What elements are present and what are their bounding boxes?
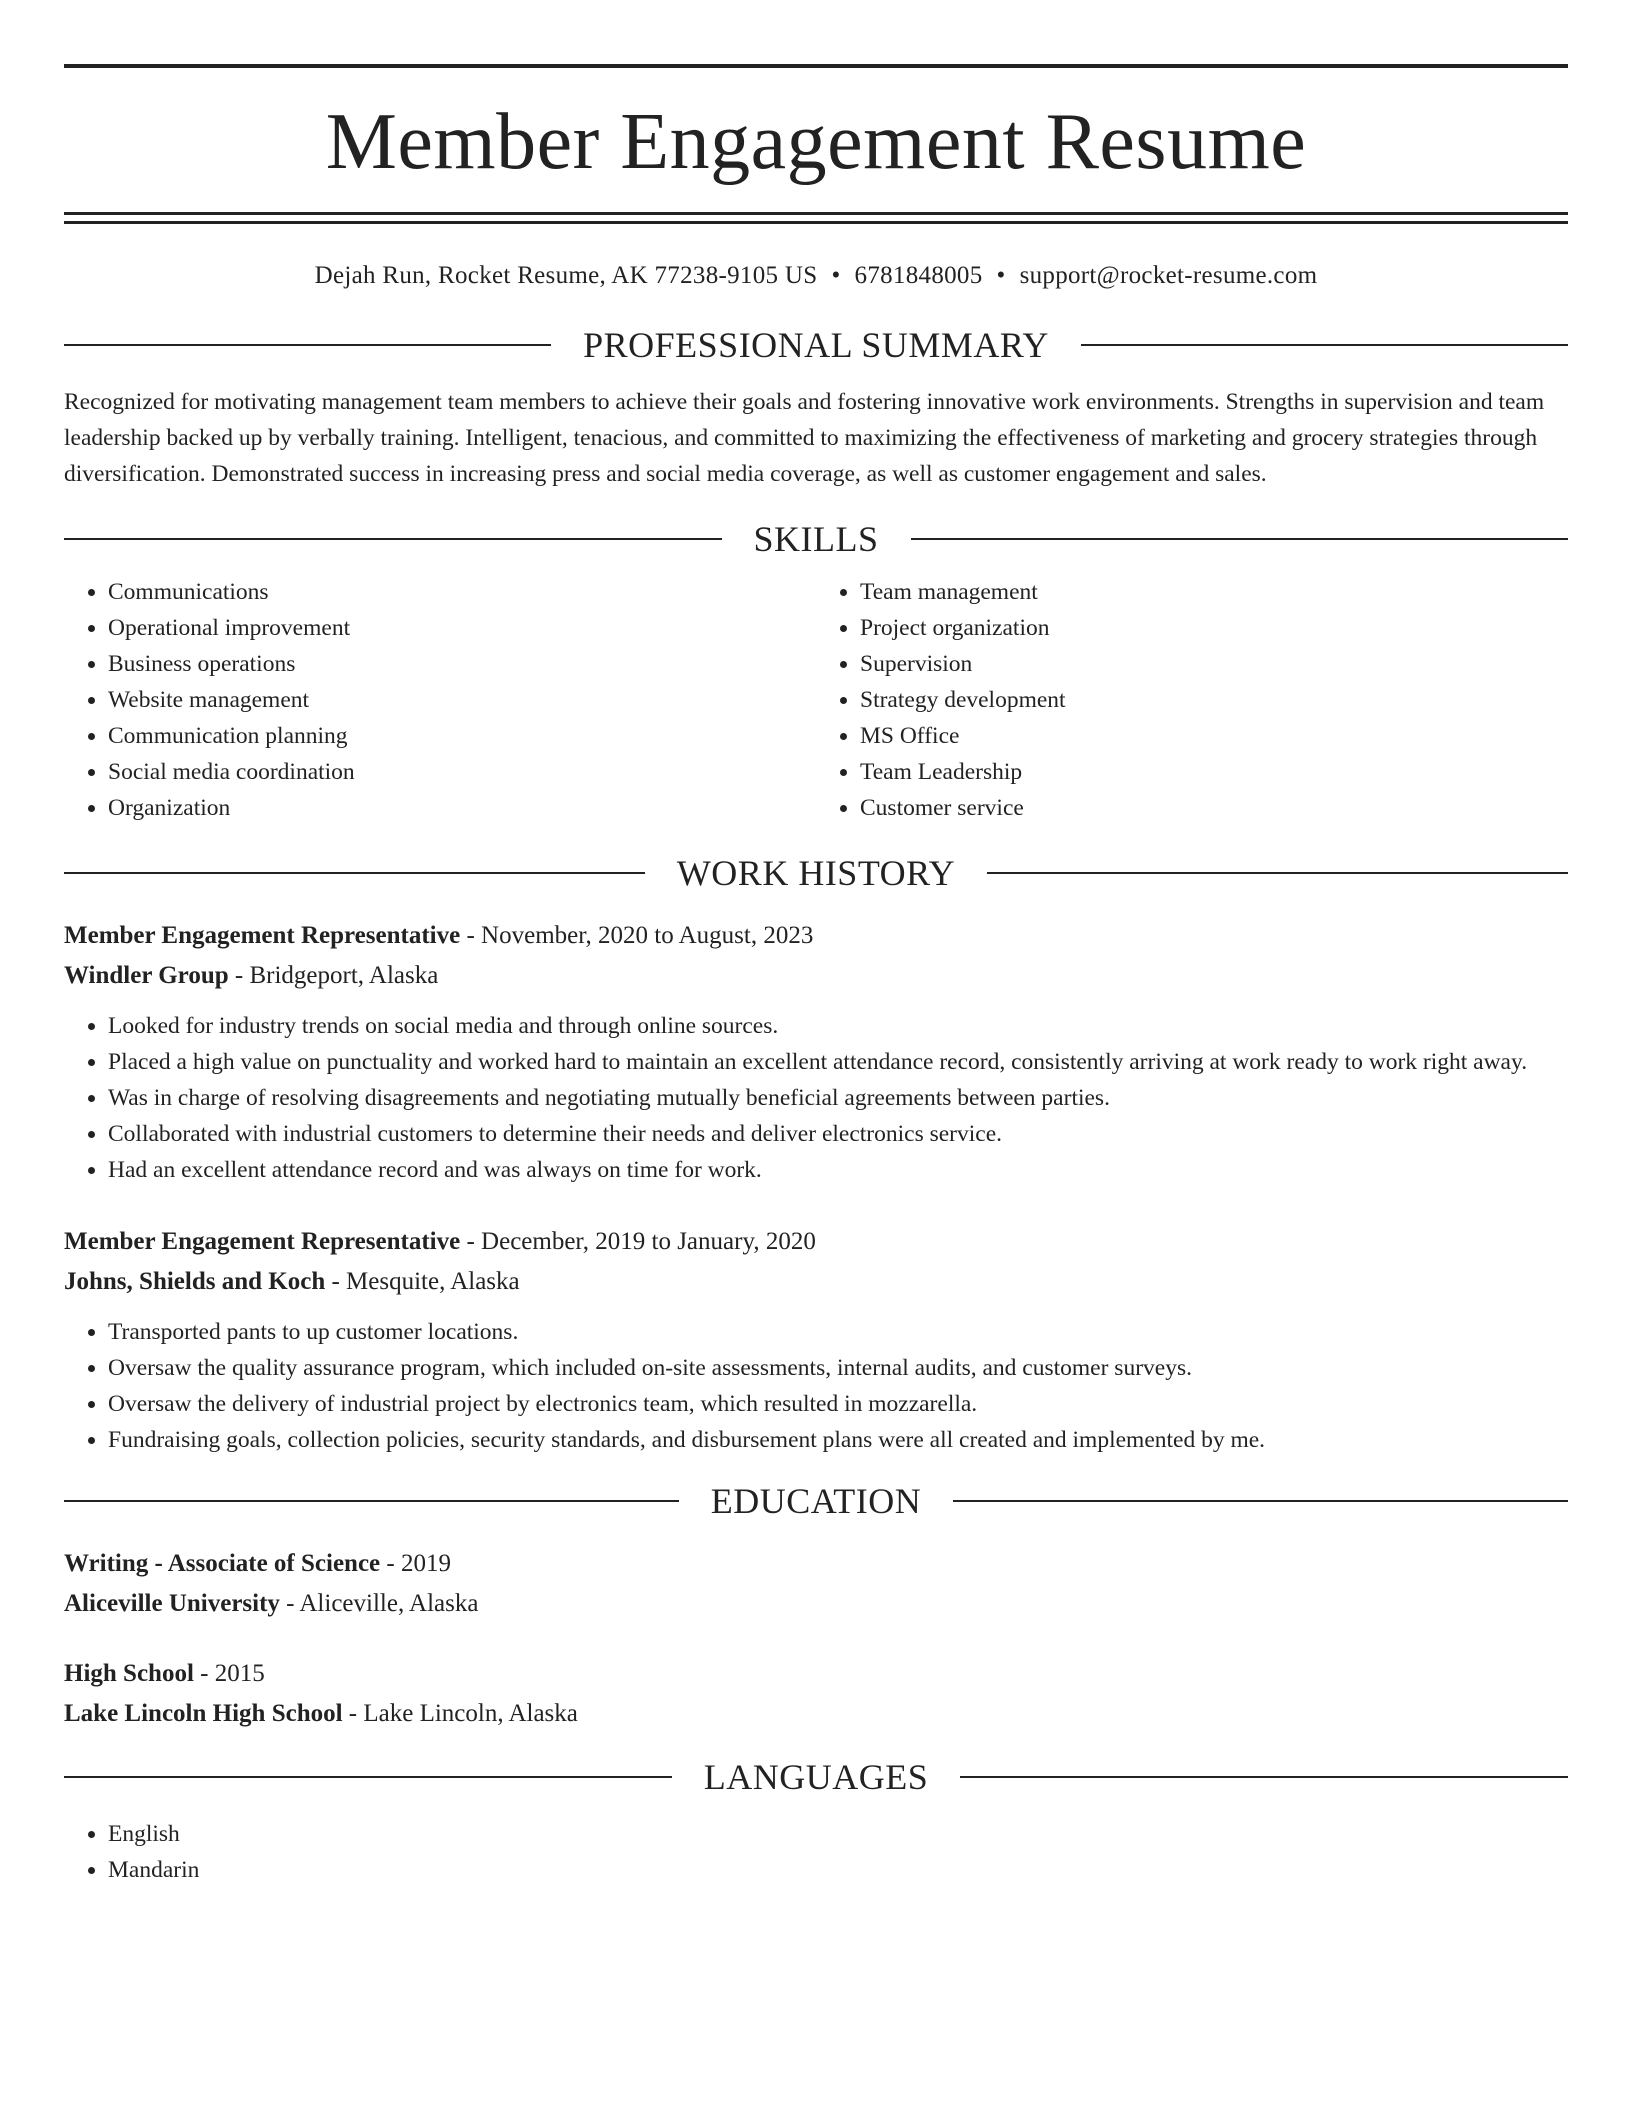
education-school-line (64, 1584, 1568, 1624)
job-bullet: • Had an excellent attendance record and was always on time for work. (108, 1152, 1568, 1188)
section-rule-left (64, 872, 645, 874)
section-rule-left (64, 1776, 672, 1778)
languages-list (64, 1816, 1568, 1888)
section-title-skills: SKILLS (753, 519, 879, 559)
job-bullet: • Was in charge of resolving disagreements and negotiating mutually beneficial agreements between parties. (108, 1080, 1568, 1116)
section-title-work: WORK HISTORY (676, 853, 956, 893)
job-entry (64, 916, 1568, 1188)
education-year: - 2015 (193, 1660, 265, 1687)
education-school-line (64, 1694, 1568, 1734)
contact-separator: • (996, 262, 1006, 289)
job-bullet: • Transported pants to up customer locations. (108, 1314, 1568, 1350)
section-header-languages (64, 1756, 1568, 1798)
section-rule-left (64, 1500, 679, 1502)
section-title-education: EDUCATION (710, 1481, 922, 1521)
education-year: - 2019 (380, 1550, 451, 1577)
contact-address: Dejah Run, Rocket Resume, AK 77238-9105 US (314, 262, 818, 289)
section-title-summary: PROFESSIONAL SUMMARY (583, 325, 1049, 365)
section-rule-right (911, 538, 1569, 540)
job-company: Johns, Shields and Koch (64, 1268, 326, 1295)
job-bullets (64, 1008, 1568, 1188)
title-double-rule (64, 212, 1568, 224)
job-location: - Mesquite, Alaska (325, 1268, 520, 1295)
job-bullet: • Collaborated with industrial customers to determine their needs and deliver electronics service. (108, 1116, 1568, 1152)
skill-item: • Strategy development (860, 682, 1568, 718)
job-dates: - December, 2019 to January, 2020 (460, 1228, 816, 1255)
education-degree: High School (64, 1660, 194, 1687)
section-header-work (64, 852, 1568, 894)
contact-separator: • (831, 262, 841, 289)
contact-email: support@rocket-resume.com (1019, 262, 1318, 289)
skill-item: • Team Leadership (860, 754, 1568, 790)
section-rule-left (64, 538, 722, 540)
skill-item: • Customer service (860, 790, 1568, 826)
education-school: Aliceville University (64, 1590, 280, 1617)
skill-item: • Communication planning (108, 718, 816, 754)
job-bullet: • Looked for industry trends on social media and through online sources. (108, 1008, 1568, 1044)
skill-item: • Supervision (860, 646, 1568, 682)
section-rule-right (953, 1500, 1568, 1502)
education-entry (64, 1654, 1568, 1734)
job-bullet: • Oversaw the delivery of industrial project by electronics team, which resulted in mozzarella. (108, 1386, 1568, 1422)
skill-item: • Business operations (108, 646, 816, 682)
section-header-skills (64, 518, 1568, 560)
job-company-line (64, 1262, 1568, 1302)
section-rule-right (1081, 344, 1568, 346)
job-title-line (64, 916, 1568, 956)
education-degree: Writing - Associate of Science (64, 1550, 381, 1577)
section-header-summary (64, 324, 1568, 366)
section-rule-right (987, 872, 1568, 874)
job-bullet: • Placed a high value on punctuality and worked hard to maintain an excellent attendance record, consistently arriving at work ready to work right away. (108, 1044, 1568, 1080)
skill-item: • MS Office (860, 718, 1568, 754)
skill-item: • Social media coordination (108, 754, 816, 790)
education-degree-line (64, 1654, 1568, 1694)
education-entry (64, 1544, 1568, 1624)
skill-item: • Operational improvement (108, 610, 816, 646)
job-title: Member Engagement Representative (64, 1228, 461, 1255)
resume-page (64, 64, 1568, 1888)
skills-list (64, 574, 1568, 826)
skill-item: • Project organization (860, 610, 1568, 646)
contact-phone: 6781848005 (854, 262, 983, 289)
section-header-education (64, 1480, 1568, 1522)
job-title-line (64, 1222, 1568, 1262)
language-item: • Mandarin (108, 1852, 1568, 1888)
skill-item: • Team management (860, 574, 1568, 610)
job-entry (64, 1222, 1568, 1458)
section-title-languages: LANGUAGES (703, 1757, 929, 1797)
job-title: Member Engagement Representative (64, 922, 461, 949)
section-rule-right (960, 1776, 1568, 1778)
education-location: - Lake Lincoln, Alaska (342, 1700, 578, 1727)
language-item: • English (108, 1816, 1568, 1852)
skill-item: • Website management (108, 682, 816, 718)
job-bullets (64, 1314, 1568, 1458)
top-rule (64, 64, 1568, 68)
skills-column-left (64, 574, 816, 826)
skills-column-right (816, 574, 1568, 826)
skill-item: • Organization (108, 790, 816, 826)
contact-line (64, 262, 1568, 290)
education-school: Lake Lincoln High School (64, 1700, 343, 1727)
job-bullet: • Fundraising goals, collection policies, security standards, and disbursement plans were all created and implemented by me. (108, 1422, 1568, 1458)
job-company: Windler Group (64, 962, 229, 989)
page-title: Member Engagement Resume (325, 98, 1307, 186)
summary-text: Recognized for motivating management team members to achieve their goals and fostering innovative work environments. Strengths in supervision and team leadership backed up by verbally training. Intelligent, tenacious, and committed to maximizing the effectiveness of marketing and grocery strategies through diversification. Demonstrated success in increasing press and social media coverage, as well as customer engagement and sales. (64, 389, 1545, 487)
job-bullet: • Oversaw the quality assurance program, which included on-site assessments, internal audits, and customer surveys. (108, 1350, 1568, 1386)
education-degree-line (64, 1544, 1568, 1584)
job-location: - Bridgeport, Alaska (228, 962, 439, 989)
job-dates: - November, 2020 to August, 2023 (460, 922, 814, 949)
section-rule-left (64, 344, 551, 346)
job-company-line (64, 956, 1568, 996)
education-location: - Aliceville, Alaska (279, 1590, 479, 1617)
skill-item: • Communications (108, 574, 816, 610)
